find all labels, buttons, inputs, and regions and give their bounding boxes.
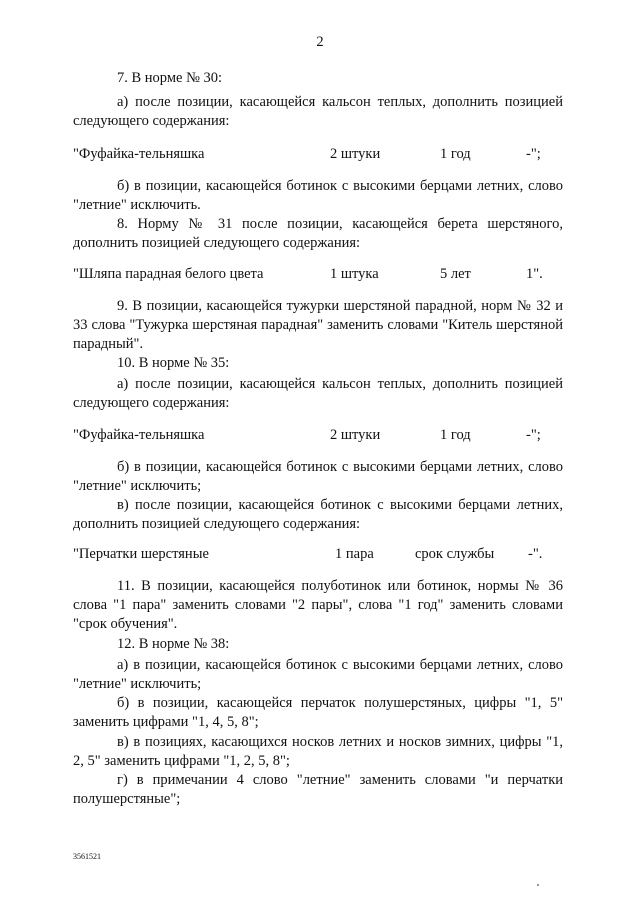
paragraph-7-heading: 7. В норме № 30: (117, 70, 223, 86)
row-1-term: 1 год (440, 146, 471, 162)
paragraph-10a: а) после позиции, касающейся кальсон теплых, дополнить позицией следующего содержания: (73, 376, 563, 411)
row-4-item: "Перчатки шерстяные (73, 546, 209, 562)
paragraph-12b: б) в позиции, касающейся перчаток полушерстяных, цифры "1, 5" заменить цифрами "1, 4, 5, 8"; (73, 695, 563, 730)
paragraph-7a: а) после позиции, касающейся кальсон теплых, дополнить позицией следующего содержания: (73, 94, 563, 129)
paragraph-12a: а) в позиции, касающейся ботинок с высокими берцами летних, слово "летние" исключить; (73, 657, 563, 692)
paragraph-10b: б) в позиции, касающейся ботинок с высокими берцами летних, слово "летние" исключить; (73, 459, 563, 494)
paragraph-12g: г) в примечании 4 слово "летние" заменить словами "и перчатки полушерстяные"; (73, 772, 563, 807)
table-row-3 (73, 426, 563, 445)
document-code: 3561521 (73, 852, 101, 861)
row-4-term: срок службы (415, 546, 495, 562)
paragraph-8: 8. Норму № 31 после позиции, касающейся берета шерстяного, дополнить позицией следующего содержания: (73, 216, 563, 251)
row-1-code: -"; (526, 146, 541, 162)
paragraph-12-heading: 12. В норме № 38: (117, 636, 230, 652)
paragraph-10-heading: 10. В норме № 35: (117, 355, 230, 371)
row-4-quantity: 1 пара (335, 546, 374, 562)
row-4-code: -". (528, 546, 543, 562)
row-2-term: 5 лет (440, 266, 471, 282)
table-row-4 (73, 545, 563, 564)
paragraph-9: 9. В позиции, касающейся тужурки шерстяной парадной, норм № 32 и 33 слова "Тужурка шерстяная парадная" заменить словами "Китель шерстяной парадный". (73, 298, 563, 352)
row-3-code: -"; (526, 427, 541, 443)
paragraph-10v: в) после позиции, касающейся ботинок с высокими берцами летних, дополнить позицией следующего содержания: (73, 497, 563, 532)
row-1-item: "Фуфайка-тельняшка (73, 146, 205, 162)
page-number: 2 (316, 34, 324, 50)
row-3-term: 1 год (440, 427, 471, 443)
paragraph-7b: б) в позиции, касающейся ботинок с высокими берцами летних, слово "летние" исключить. (73, 178, 563, 213)
row-2-quantity: 1 штука (330, 266, 379, 282)
table-row-2 (73, 265, 563, 284)
paragraph-12v: в) в позициях, касающихся носков летних и носков зимних, цифры "1, 2, 5" заменить цифрами "1, 2, 5, 8"; (73, 734, 563, 769)
table-row-1 (73, 145, 563, 164)
paragraph-11: 11. В позиции, касающейся полуботинок или ботинок, нормы № 36 слова "1 пара" заменить словами "2 пары", слова "1 год" заменить словами "срок обучения". (73, 578, 563, 632)
row-3-item: "Фуфайка-тельняшка (73, 427, 205, 443)
row-2-code: 1". (526, 266, 543, 282)
row-2-item: "Шляпа парадная белого цвета (73, 266, 264, 282)
scan-speck (537, 884, 539, 886)
row-1-quantity: 2 штуки (330, 146, 381, 162)
row-3-quantity: 2 штуки (330, 427, 381, 443)
